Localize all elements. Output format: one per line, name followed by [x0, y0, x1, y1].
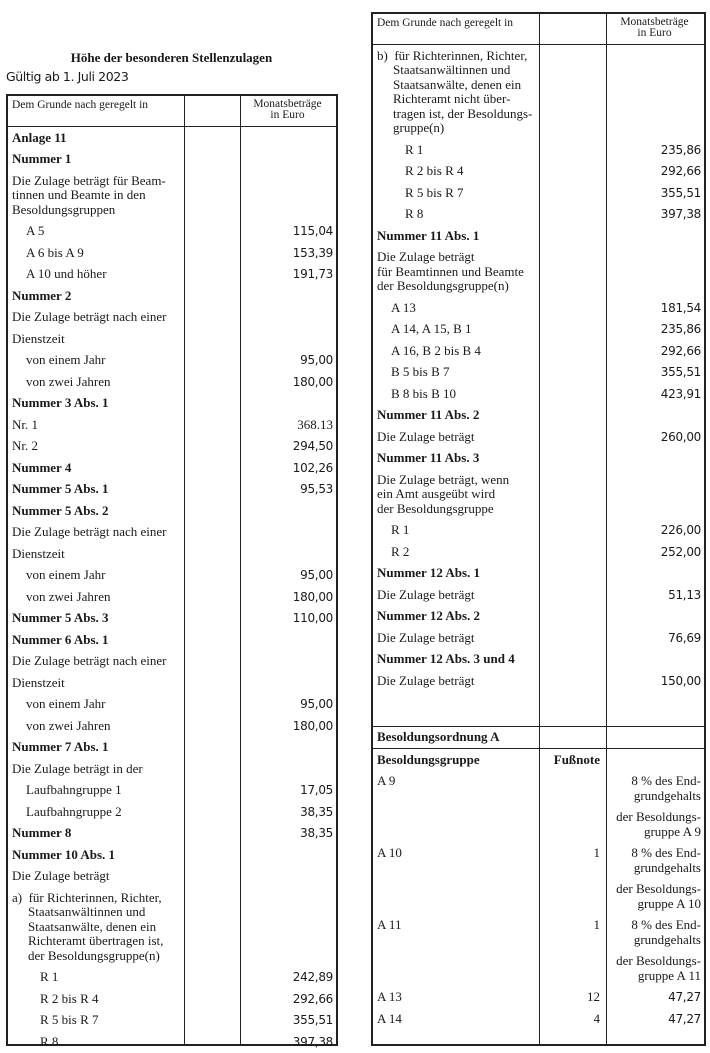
row-footnote — [539, 469, 606, 520]
row-amount: 110,00 — [292, 611, 333, 625]
row-label: Nummer 10 Abs. 1 — [12, 846, 116, 862]
row-label: Die Zulage beträgt — [377, 672, 475, 688]
header-middle — [539, 14, 606, 44]
row-amount: 368.13 — [297, 416, 333, 432]
row-footnote — [539, 45, 606, 139]
allowance-table-right — [371, 12, 706, 1046]
row-footnote — [539, 182, 606, 204]
row-amount: 180,00 — [292, 589, 333, 604]
row-footnote — [184, 500, 240, 522]
row-label — [373, 951, 539, 987]
row-footnote — [184, 780, 240, 802]
row-label: R 1 — [391, 522, 410, 537]
row-footnote — [184, 823, 240, 845]
row-label: Nummer 4 — [12, 459, 72, 475]
row-footnote — [539, 340, 606, 362]
row-label: Besoldungsgruppe — [377, 751, 480, 767]
row-footnote — [539, 362, 606, 384]
row-label: R 8 — [405, 206, 424, 221]
page-title: Höhe der besonderen Stellenzulagen — [70, 50, 273, 65]
table-row — [8, 608, 336, 630]
row-footnote — [184, 694, 240, 716]
row-amount: 38,35 — [300, 826, 333, 840]
row-footnote — [539, 448, 606, 470]
table-row — [8, 565, 336, 587]
row-label: A 14, A 15, B 1 — [391, 321, 472, 336]
table-body — [8, 127, 336, 1053]
row-footnote — [184, 436, 240, 458]
row-amount: der Besoldungs- gruppe A 11 — [616, 953, 701, 983]
row-label: A 5 — [26, 223, 45, 238]
row-footnote — [539, 670, 606, 692]
table-row — [8, 1010, 336, 1032]
row-footnote — [539, 225, 606, 247]
row-footnote — [539, 426, 606, 448]
row-label: Die Zulage beträgt, wenn ein Amt ausgeübt wird der Besoldungsgruppe — [377, 471, 510, 516]
row-footnote — [539, 727, 606, 749]
row-amount — [240, 672, 336, 694]
row-label: Nummer 11 Abs. 1 — [377, 227, 480, 243]
row-footnote — [539, 541, 606, 563]
table-row — [8, 823, 336, 845]
row-label: Die Zulage beträgt nach einer — [12, 653, 167, 668]
row-amount: 235,86 — [660, 322, 701, 336]
row-footnote — [184, 457, 240, 479]
row-label: Besoldungsordnung A — [377, 729, 500, 744]
row-footnote — [184, 285, 240, 307]
table-row — [8, 371, 336, 393]
table-row — [8, 866, 336, 888]
row-amount: 355,51 — [292, 1013, 333, 1027]
row-label: Nummer 3 Abs. 1 — [12, 395, 109, 410]
row-label: R 1 — [40, 969, 59, 984]
row-amount: 181,54 — [660, 300, 701, 315]
row-amount — [606, 606, 704, 628]
row-amount — [240, 758, 336, 780]
row-label: A 6 bis A 9 — [26, 244, 84, 260]
table-row — [8, 672, 336, 694]
row-footnote — [539, 319, 606, 341]
row-label: A 10 und höher — [26, 266, 107, 281]
row-label: Nummer 1 — [12, 151, 72, 166]
row-amount — [240, 844, 336, 866]
row-label: A 14 — [377, 1010, 402, 1026]
row-amount — [240, 170, 336, 221]
column-divider — [606, 14, 607, 1044]
row-footnote — [184, 565, 240, 587]
row-footnote — [184, 1010, 240, 1032]
row-label: Nummer 5 Abs. 2 — [12, 502, 109, 518]
row-footnote — [184, 127, 240, 149]
row-amount — [240, 866, 336, 888]
row-amount — [240, 285, 336, 307]
row-footnote — [184, 350, 240, 372]
row-label: Dienstzeit — [12, 674, 65, 690]
row-amount: 153,39 — [292, 245, 333, 260]
row-footnote — [184, 242, 240, 264]
row-amount: 150,00 — [660, 673, 701, 688]
table-row — [8, 436, 336, 458]
row-amount: 355,51 — [660, 185, 701, 200]
column-divider — [539, 14, 540, 1044]
row-amount: 47,27 — [668, 1011, 701, 1026]
row-amount: 260,00 — [660, 429, 701, 444]
row-footnote — [539, 520, 606, 542]
table-row — [8, 127, 336, 149]
row-amount — [606, 405, 704, 427]
row-footnote — [184, 758, 240, 780]
row-label: von zwei Jahren — [26, 717, 111, 733]
row-label: Laufbahngruppe 1 — [26, 782, 122, 797]
table-row — [8, 1031, 336, 1053]
row-amount: 51,13 — [668, 587, 701, 602]
row-label: B 5 bis B 7 — [391, 364, 450, 379]
row-amount — [240, 543, 336, 565]
row-amount — [240, 887, 336, 967]
row-amount: 102,26 — [292, 460, 333, 475]
row-label: Die Zulage beträgt nach einer — [12, 524, 167, 539]
row-label: Anlage 11 — [12, 129, 67, 145]
row-label — [373, 879, 539, 915]
row-label: Die Zulage beträgt — [377, 629, 475, 645]
row-footnote — [184, 328, 240, 350]
row-amount — [240, 127, 336, 149]
row-footnote — [184, 479, 240, 501]
row-amount: 355,51 — [660, 365, 701, 379]
row-footnote — [184, 887, 240, 967]
row-footnote: 4 — [593, 1010, 600, 1026]
row-label: Dienstzeit — [12, 330, 65, 346]
row-label: Nummer 12 Abs. 3 und 4 — [377, 651, 515, 666]
table-row — [8, 887, 336, 967]
row-footnote — [184, 221, 240, 243]
row-footnote — [184, 967, 240, 989]
table-row — [8, 328, 336, 350]
row-amount — [240, 629, 336, 651]
row-footnote — [539, 771, 606, 807]
row-amount: 95,00 — [300, 568, 333, 582]
row-footnote — [539, 606, 606, 628]
row-footnote — [539, 879, 606, 915]
row-footnote — [539, 297, 606, 319]
row-amount: 8 % des End- grundgehalts — [631, 845, 701, 875]
table-row — [8, 149, 336, 171]
row-label: A 10 — [377, 845, 402, 860]
header-middle — [184, 96, 240, 126]
row-footnote — [539, 649, 606, 671]
row-amount — [240, 393, 336, 415]
row-amount: 235,86 — [660, 142, 701, 157]
row-amount — [606, 247, 704, 298]
row-footnote: 1 — [593, 917, 600, 932]
row-footnote — [539, 951, 606, 987]
row-footnote — [184, 866, 240, 888]
row-label: Nummer 7 Abs. 1 — [12, 739, 109, 754]
table-row — [8, 242, 336, 264]
row-label: Nummer 12 Abs. 2 — [377, 608, 481, 623]
table-row — [8, 988, 336, 1010]
row-label: R 2 — [391, 543, 410, 559]
row-footnote — [184, 801, 240, 823]
table-row — [8, 393, 336, 415]
row-label: von einem Jahr — [26, 696, 106, 711]
row-footnote — [184, 608, 240, 630]
row-label: Laufbahngruppe 2 — [26, 803, 122, 819]
row-amount: 8 % des End- grundgehalts — [631, 773, 701, 803]
header-monthly-amount: Monatsbeträge in Euro — [620, 16, 689, 39]
table-row — [8, 221, 336, 243]
row-amount: 292,66 — [660, 164, 701, 178]
row-label: b) für Richterinnen, Richter, Staatsanwältinnen und Staatsanwälte, denen ein Richteramt nicht über- tragen ist, der Besoldungs- gruppe(n) — [377, 47, 533, 135]
row-footnote — [184, 715, 240, 737]
row-amount — [240, 651, 336, 673]
row-footnote — [184, 737, 240, 759]
row-label: Die Zulage beträgt für Beam- tinnen und Beamte in den Besoldungsgruppen — [12, 172, 166, 217]
row-footnote — [184, 149, 240, 171]
row-amount: 95,53 — [300, 482, 333, 496]
table-row — [8, 651, 336, 673]
row-footnote: Fußnote — [553, 751, 600, 767]
row-label: A 11 — [377, 917, 402, 932]
column-divider — [184, 96, 185, 1044]
row-amount: 47,27 — [668, 990, 701, 1004]
table-row — [8, 170, 336, 221]
row-amount: 95,00 — [300, 697, 333, 711]
row-footnote — [539, 247, 606, 298]
table-row — [8, 264, 336, 286]
table-row — [8, 522, 336, 544]
row-label: R 8 — [40, 1033, 59, 1049]
row-label: Nummer 11 Abs. 3 — [377, 450, 480, 465]
row-label: R 5 bis R 7 — [40, 1012, 99, 1027]
row-footnote — [184, 543, 240, 565]
row-footnote — [184, 393, 240, 415]
row-label: Nummer 5 Abs. 3 — [12, 610, 109, 625]
row-amount — [240, 149, 336, 171]
row-label: Nummer 8 — [12, 825, 72, 840]
row-amount: 252,00 — [660, 544, 701, 559]
table-row — [8, 801, 336, 823]
row-label: Nr. 2 — [12, 438, 38, 453]
row-amount: 292,66 — [292, 991, 333, 1006]
row-label: von zwei Jahren — [26, 373, 111, 389]
row-footnote — [184, 414, 240, 436]
row-amount — [240, 500, 336, 522]
row-amount: der Besoldungs- gruppe A 10 — [616, 881, 701, 911]
table-row — [8, 285, 336, 307]
table-row — [8, 307, 336, 329]
row-amount: 292,66 — [660, 343, 701, 358]
row-label: R 1 — [405, 141, 424, 157]
row-amount — [240, 522, 336, 544]
row-amount: 226,00 — [660, 523, 701, 537]
row-footnote — [539, 405, 606, 427]
row-amount: 115,04 — [292, 224, 333, 238]
table-row — [8, 844, 336, 866]
row-label: R 5 bis R 7 — [405, 184, 464, 200]
row-amount: 38,35 — [300, 804, 333, 819]
row-label: von zwei Jahren — [26, 588, 111, 604]
row-footnote — [539, 161, 606, 183]
row-footnote — [539, 204, 606, 226]
row-amount — [606, 469, 704, 520]
row-amount — [606, 649, 704, 671]
row-amount — [240, 737, 336, 759]
row-footnote — [184, 629, 240, 651]
header-monthly-amount: Monatsbeträge in Euro — [253, 98, 322, 121]
row-label: Die Zulage beträgt für Beamtinnen und Beamte der Besoldungsgruppe(n) — [377, 249, 524, 293]
table-row — [8, 780, 336, 802]
row-amount: 76,69 — [668, 630, 701, 645]
row-footnote — [184, 264, 240, 286]
row-footnote — [539, 807, 606, 843]
row-label: Die Zulage beträgt — [377, 586, 475, 602]
row-amount — [606, 749, 704, 771]
header-legal-basis: Dem Grunde nach geregelt in — [377, 17, 514, 29]
table-row — [8, 694, 336, 716]
row-label: R 2 bis R 4 — [405, 163, 464, 178]
row-label: Nummer 5 Abs. 1 — [12, 481, 109, 496]
row-label: A 13 — [391, 299, 416, 315]
row-amount — [240, 328, 336, 350]
row-footnote — [539, 383, 606, 405]
row-label: Nummer 2 — [12, 287, 72, 303]
row-label: Nummer 11 Abs. 2 — [377, 407, 480, 422]
row-amount: 191,73 — [292, 267, 333, 281]
row-label: von einem Jahr — [26, 567, 106, 582]
row-label: Die Zulage beträgt nach einer — [12, 309, 167, 324]
row-label: R 2 bis R 4 — [40, 990, 99, 1006]
row-footnote — [184, 586, 240, 608]
row-amount: 423,91 — [660, 386, 701, 401]
row-label: A 9 — [377, 773, 396, 788]
table-row — [8, 457, 336, 479]
row-amount — [606, 45, 704, 139]
row-footnote — [184, 522, 240, 544]
row-amount: 8 % des End- grundgehalts — [631, 917, 701, 947]
row-footnote — [184, 307, 240, 329]
table-row — [8, 737, 336, 759]
row-footnote — [539, 139, 606, 161]
row-amount — [240, 307, 336, 329]
row-label: Dienstzeit — [12, 545, 65, 561]
table-row — [8, 350, 336, 372]
row-amount: 242,89 — [292, 970, 333, 984]
row-amount — [606, 448, 704, 470]
column-divider — [240, 96, 241, 1044]
table-row — [8, 967, 336, 989]
row-amount: der Besoldungs- gruppe A 9 — [616, 809, 701, 839]
row-label: A 13 — [377, 989, 402, 1004]
allowance-table-left — [6, 94, 338, 1049]
row-label: von einem Jahr — [26, 352, 106, 367]
table-row — [8, 414, 336, 436]
row-amount — [606, 225, 704, 247]
row-amount: 180,00 — [292, 374, 333, 389]
row-footnote — [539, 563, 606, 585]
row-label: Nr. 1 — [12, 416, 38, 432]
row-amount: 17,05 — [300, 783, 333, 797]
row-footnote: 1 — [593, 845, 600, 860]
table-row — [8, 715, 336, 737]
row-label: B 8 bis B 10 — [391, 385, 457, 401]
table-row — [8, 479, 336, 501]
table-header — [8, 96, 336, 127]
row-amount — [606, 727, 704, 749]
row-amount: 95,00 — [300, 353, 333, 367]
row-footnote — [184, 170, 240, 221]
row-footnote — [184, 844, 240, 866]
table-row — [8, 629, 336, 651]
row-amount: 180,00 — [292, 718, 333, 733]
row-footnote: 12 — [587, 989, 600, 1004]
header-legal-basis: Dem Grunde nach geregelt in — [12, 99, 149, 111]
row-label — [373, 807, 539, 843]
row-footnote — [184, 1031, 240, 1053]
row-label: Nummer 6 Abs. 1 — [12, 631, 109, 647]
row-amount: 397,38 — [292, 1034, 333, 1049]
row-amount: 397,38 — [660, 207, 701, 221]
row-label: Nummer 12 Abs. 1 — [377, 565, 481, 580]
table-row — [8, 758, 336, 780]
row-footnote — [539, 584, 606, 606]
row-label: a) für Richterinnen, Richter, Staatsanwältinnen und Staatsanwälte, denen ein Richteramt übertragen ist, der Besoldungsgruppe(n) — [12, 889, 164, 963]
row-amount: 294,50 — [292, 439, 333, 453]
row-label: Die Zulage beträgt — [12, 868, 110, 883]
table-row — [8, 543, 336, 565]
table-row — [8, 586, 336, 608]
table-row — [8, 500, 336, 522]
row-label: Die Zulage beträgt — [377, 428, 475, 444]
row-footnote — [184, 371, 240, 393]
row-footnote — [184, 988, 240, 1010]
row-label: Die Zulage beträgt in der — [12, 760, 143, 776]
row-footnote — [184, 672, 240, 694]
row-footnote — [184, 651, 240, 673]
valid-from: Gültig ab 1. Juli 2023 — [6, 69, 129, 84]
row-footnote — [539, 627, 606, 649]
row-label: A 16, B 2 bis B 4 — [391, 342, 481, 358]
row-amount — [606, 563, 704, 585]
